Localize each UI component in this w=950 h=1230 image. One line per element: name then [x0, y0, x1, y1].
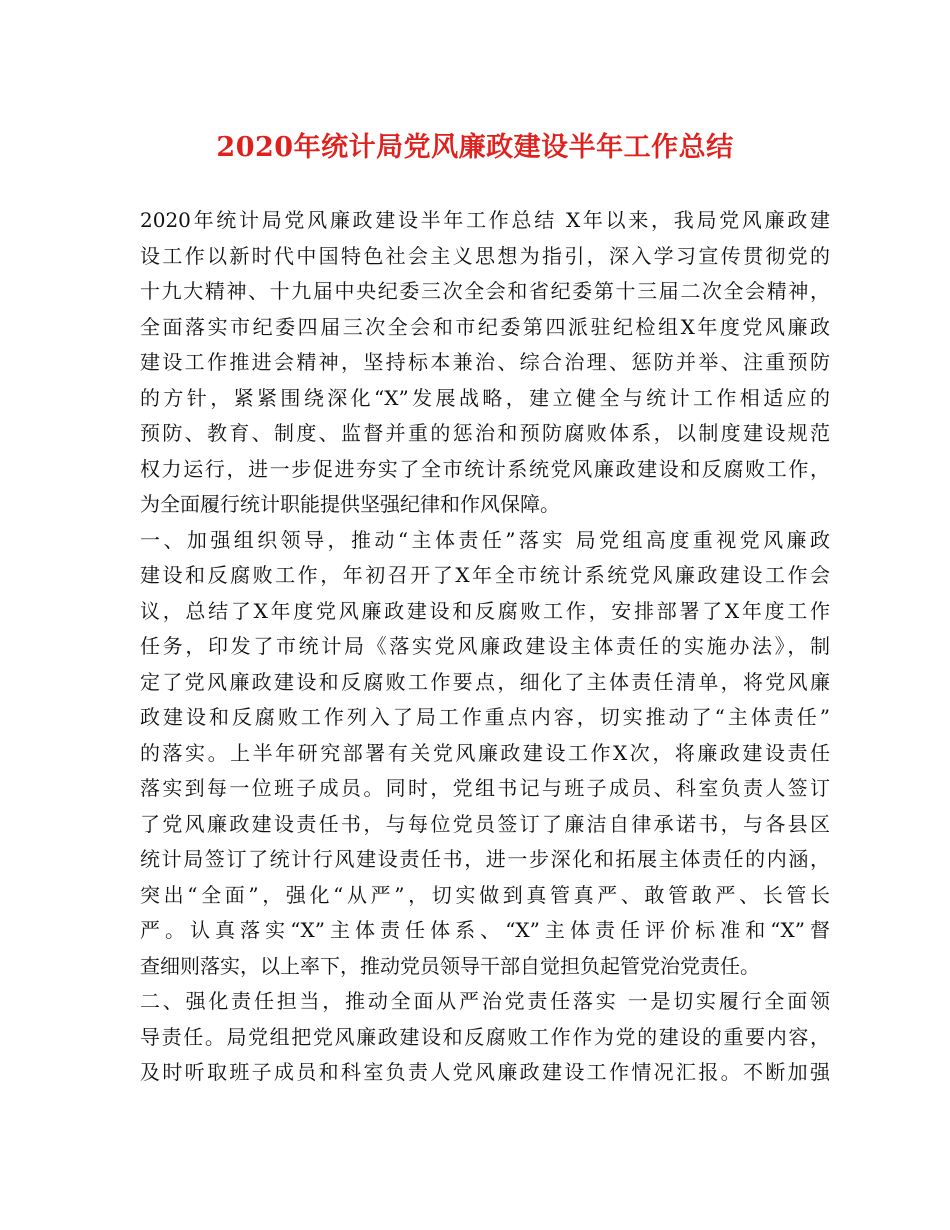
body-line: 权力运行，进一步促进夯实了全市统计系统党风廉政建设和反腐败工作，: [140, 456, 830, 481]
body-line: 2020年统计局党风廉政建设半年工作总结 X年以来，我局党风廉政建: [140, 208, 830, 232]
body-line: 全面落实市纪委四届三次全会和市纪委第四派驻纪检组X年度党风廉政: [140, 314, 830, 339]
body-line: 的方针，紧紧围绕深化“X”发展战略，建立健全与统计工作相适应的: [140, 385, 830, 410]
body-line: 统计局签订了统计行风建设责任书，进一步深化和拓展主体责任的内涵，: [140, 847, 830, 871]
body-line: 的落实。上半年研究部署有关党风廉政建设工作X次，将廉政建设责任: [140, 740, 830, 765]
body-line: 严。认真落实“X”主体责任体系、“X”主体责任评价标准和“X”督: [140, 918, 830, 942]
body-line: 任务，印发了市统计局《落实党风廉政建设主体责任的实施办法》，制: [140, 634, 830, 658]
body-line: 导责任。局党组把党风廉政建设和反腐败工作作为党的建设的重要内容，: [140, 1024, 830, 1049]
body-line: 二、强化责任担当，推动全面从严治党责任落实 一是切实履行全面领: [140, 989, 830, 1013]
body-line: 为全面履行统计职能提供坚强纪律和作风保障。: [140, 492, 560, 516]
body-line: 定了党风廉政建设和反腐败工作要点，细化了主体责任清单，将党风廉: [140, 669, 830, 694]
body-line: 议，总结了X年度党风廉政建设和反腐败工作，安排部署了X年度工作: [140, 598, 830, 623]
document-title: 2020年统计局党风廉政建设半年工作总结: [216, 132, 734, 163]
body-line: 及时听取班子成员和科室负责人党风廉政建设工作情况汇报。不断加强: [140, 1060, 830, 1084]
body-line: 政建设和反腐败工作列入了局工作重点内容，切实推动了“主体责任”: [140, 705, 830, 729]
body-line: 落实到每一位班子成员。同时，党组书记与班子成员、科室负责人签订: [140, 776, 830, 800]
body-line: 建设和反腐败工作，年初召开了X年全市统计系统党风廉政建设工作会: [140, 563, 830, 587]
body-line: 了党风廉政建设责任书，与每位党员签订了廉洁自律承诺书，与各县区: [140, 811, 830, 836]
body-line: 十九大精神、十九届中央纪委三次全会和省纪委第十三届二次全会精神，: [140, 279, 830, 303]
body-line: 突出“全面”，强化“从严”，切实做到真管真严、敢管敢严、长管长: [140, 882, 830, 907]
body-line: 建设工作推进会精神，坚持标本兼治、综合治理、惩防并举、注重预防: [140, 350, 830, 374]
document-body: [140, 203, 830, 1091]
body-line: 查细则落实，以上率下，推动党员领导干部自觉担负起管党治党责任。: [140, 953, 760, 978]
body-line: 一、加强组织领导，推动“主体责任”落实 局党组高度重视党风廉政: [140, 527, 830, 552]
body-line: 设工作以新时代中国特色社会主义思想为指引，深入学习宣传贯彻党的: [140, 243, 830, 268]
body-line: 预防、教育、制度、监督并重的惩治和预防腐败体系，以制度建设规范: [140, 421, 830, 445]
